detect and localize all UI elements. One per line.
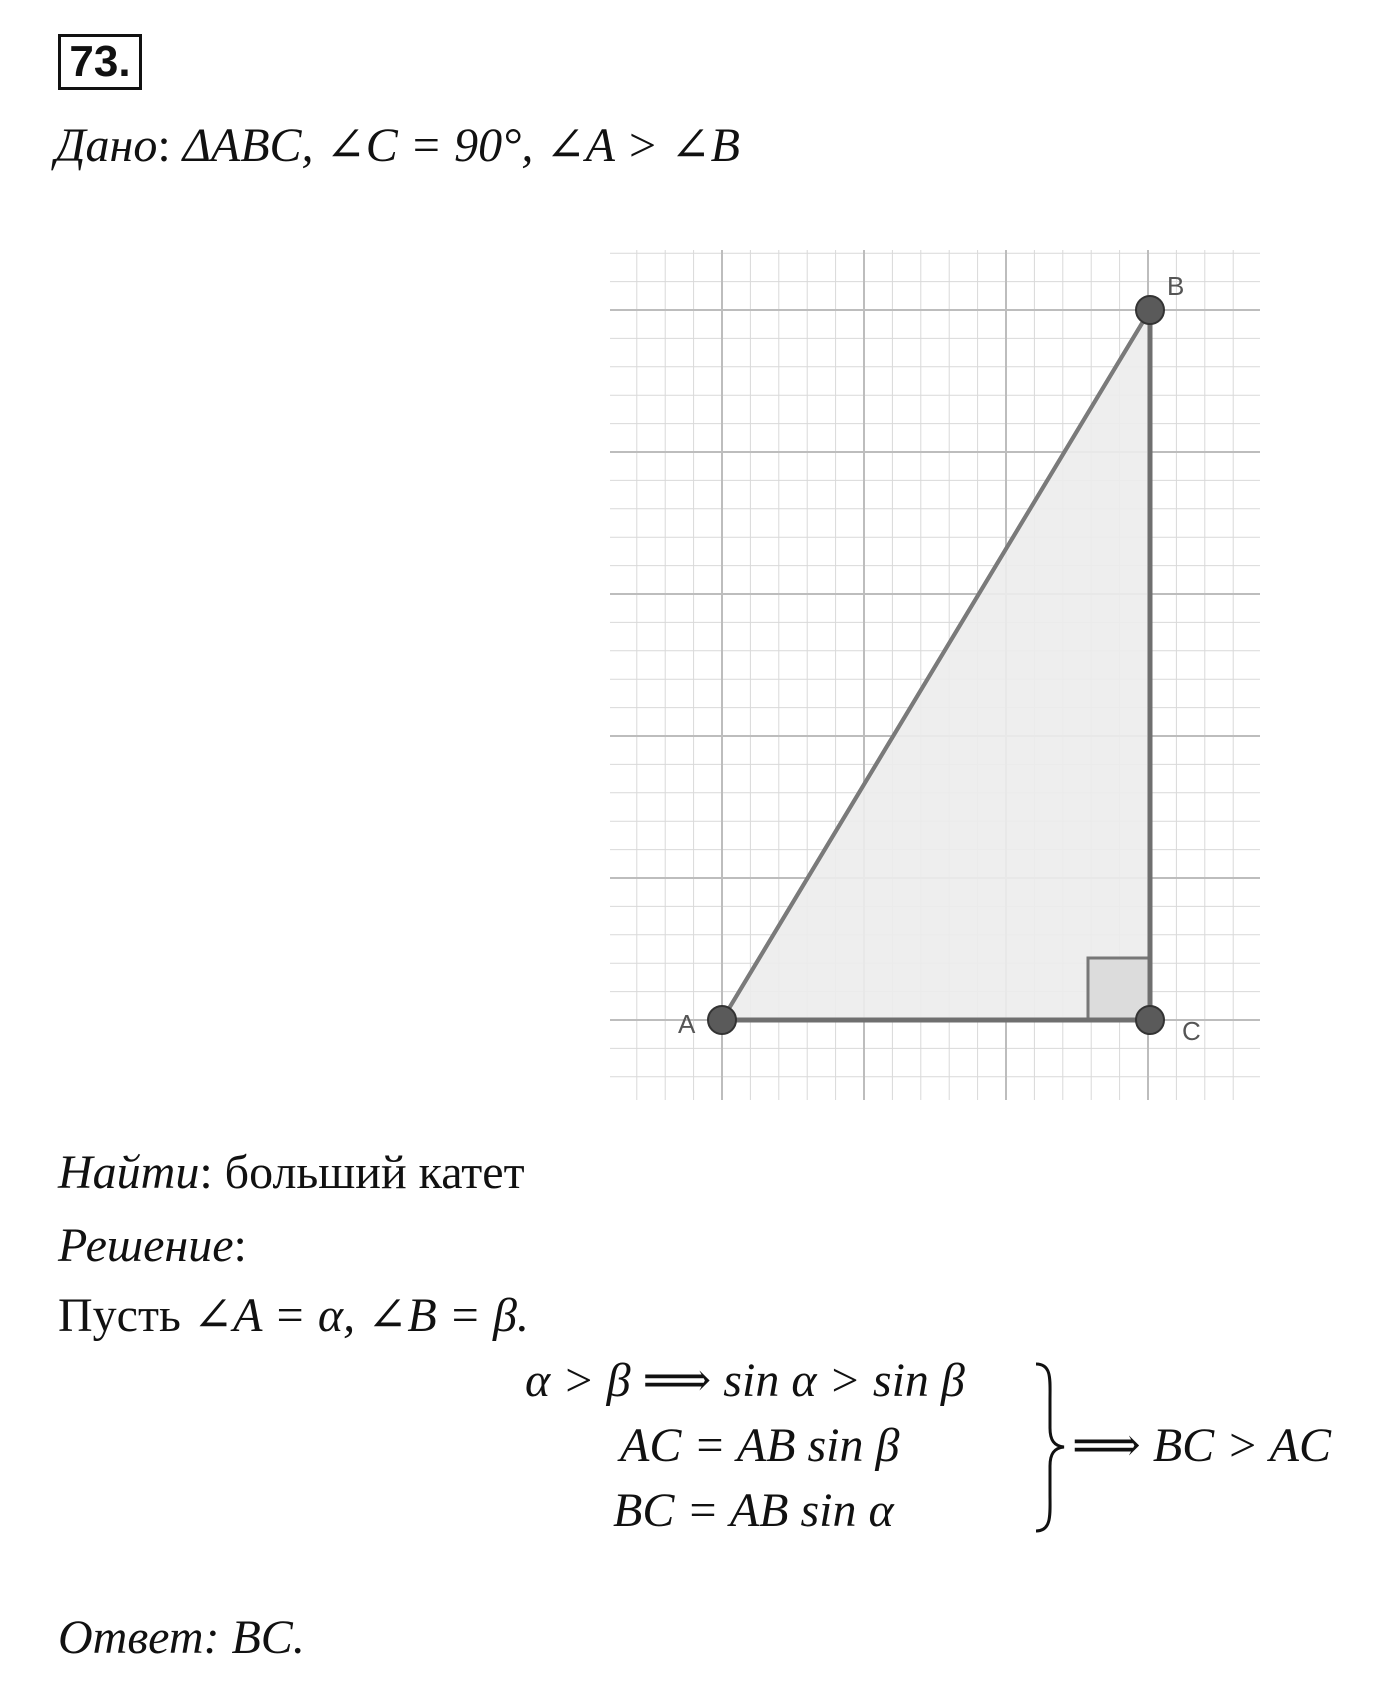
point-b — [1136, 296, 1164, 324]
let-line — [58, 1288, 529, 1344]
find-line — [58, 1145, 525, 1201]
given-statement: ΔABC, ∠C = 90°, ∠A > ∠B — [182, 119, 740, 172]
find-text: больший катет — [212, 1146, 525, 1199]
answer-line — [58, 1610, 305, 1666]
answer-value: BC. — [219, 1611, 305, 1664]
point-a — [708, 1006, 736, 1034]
system-line-2: AC = AB sin β — [620, 1419, 900, 1472]
find-colon: : — [199, 1146, 213, 1199]
given-label: Дано — [55, 119, 158, 172]
label-c: C — [1182, 1016, 1201, 1046]
system-conclusion: ⟹ BC > AC — [1072, 1419, 1332, 1472]
label-b: B — [1167, 271, 1185, 301]
let-math: ∠A = α, ∠B = β. — [192, 1289, 529, 1342]
given-line — [55, 118, 740, 174]
solution-colon: : — [233, 1219, 247, 1272]
right-brace — [1030, 1360, 1070, 1535]
solution-line — [58, 1218, 247, 1274]
system-line-1: α > β ⟹ sin α > sin β — [525, 1354, 965, 1407]
label-a: A — [678, 1009, 696, 1039]
triangle-figure — [610, 250, 1260, 1100]
point-c — [1136, 1006, 1164, 1034]
answer-label: Ответ: — [58, 1611, 220, 1664]
find-label: Найти — [58, 1146, 200, 1199]
let-prefix: Пусть — [58, 1289, 193, 1342]
system-line-3: BC = AB sin α — [613, 1484, 894, 1537]
problem-number: 73. — [58, 34, 142, 90]
solution-label: Решение — [58, 1219, 234, 1272]
given-colon: : — [157, 119, 171, 172]
